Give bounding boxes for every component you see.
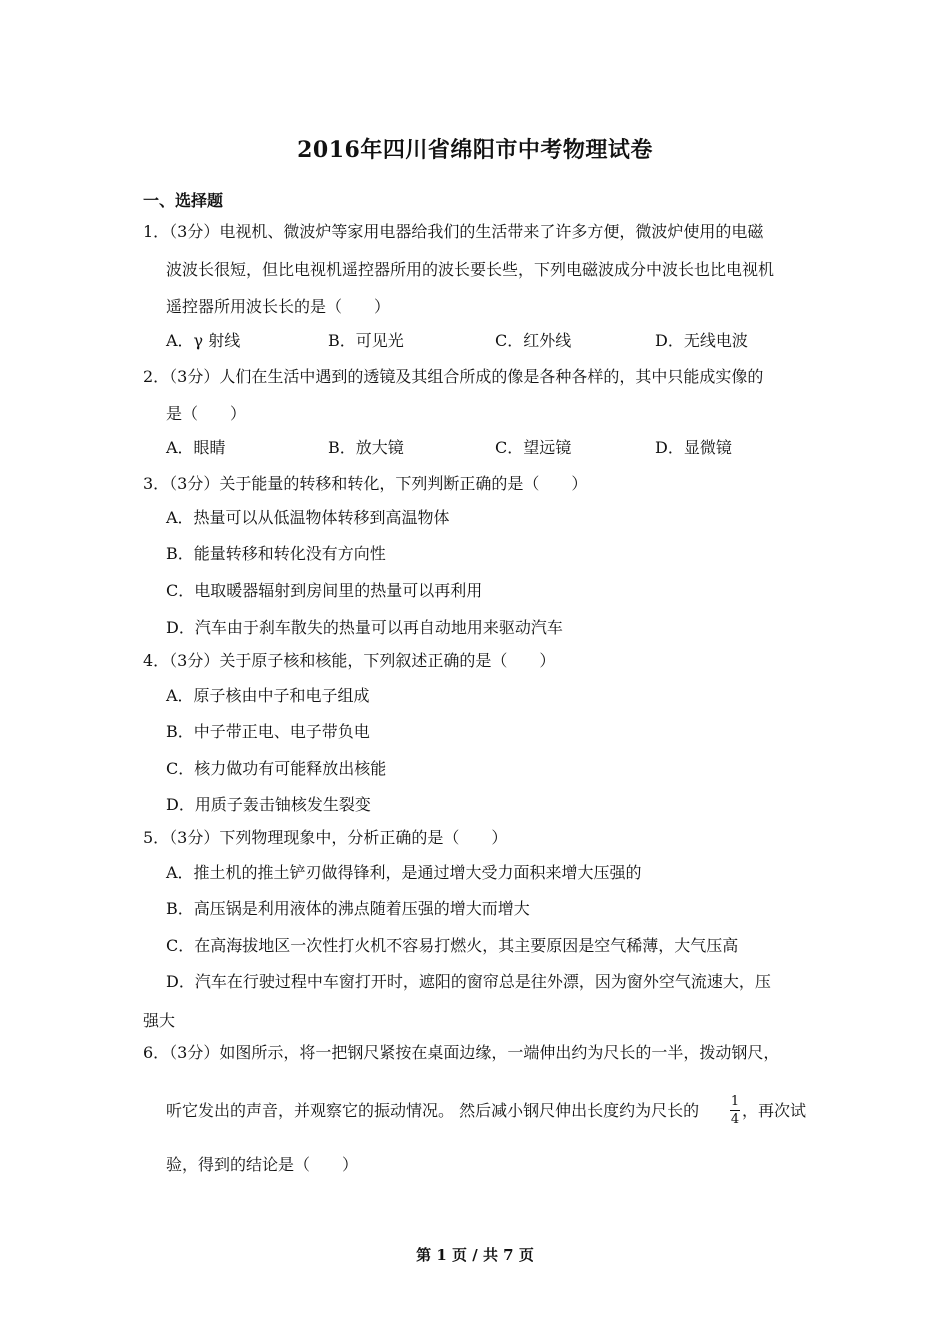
q4-option-c: C．核力做功有可能释放出核能 — [166, 759, 387, 778]
q4-stem: 4．（3分）关于原子核和核能，下列叙述正确的是（ ） — [143, 651, 556, 670]
page-footer: 第 1 页 / 共 7 页 — [416, 1246, 534, 1264]
q5-option-d-line1: D．汽车在行驶过程中车窗打开时，遮阳的窗帘总是往外漂，因为窗外空气流速大，压 — [166, 972, 771, 991]
fraction-numerator: 1 — [730, 1094, 740, 1109]
q6-stem-line2b: ，再次试 — [742, 1101, 807, 1120]
q1-stem-line1: 1．（3分）电视机、微波炉等家用电器给我们的生活带来了许多方便，微波炉使用的电磁 — [143, 222, 764, 241]
q4-option-d: D．用质子轰击铀核发生裂变 — [166, 795, 371, 814]
q3-stem: 3．（3分）关于能量的转移和转化，下列判断正确的是（ ） — [143, 474, 588, 493]
q4-option-a: A．原子核由中子和电子组成 — [166, 686, 370, 705]
q4-option-b: B．中子带正电、电子带负电 — [166, 722, 370, 741]
q1-stem-line3: 遥控器所用波长长的是（ ） — [166, 297, 391, 316]
q2-option-a: A．眼睛 — [166, 438, 226, 457]
q2-option-d: D．显微镜 — [655, 438, 732, 457]
page-title: 2016年四川省绵阳市中考物理试卷 — [297, 137, 653, 163]
q5-option-b: B．高压锅是利用液体的沸点随着压强的增大而增大 — [166, 899, 530, 918]
fraction-bar — [730, 1110, 740, 1111]
q2-stem-line2: 是（ ） — [166, 404, 247, 423]
q1-stem-line2: 波波长很短，但比电视机遥控器所用的波长要长些，下列电磁波成分中波长也比电视机 — [166, 260, 775, 279]
q2-stem-line1: 2．（3分）人们在生活中遇到的透镜及其组合所成的像是各种各样的，其中只能成实像的 — [143, 367, 764, 386]
q6-stem-line3: 验，得到的结论是（ ） — [166, 1155, 359, 1174]
q1-option-a: A．γ 射线 — [166, 331, 241, 350]
q5-option-c: C．在高海拔地区一次性打火机不容易打燃火，其主要原因是空气稀薄，大气压高 — [166, 936, 739, 955]
q1-option-b: B．可见光 — [328, 331, 404, 350]
q1-option-d: D．无线电波 — [655, 331, 748, 350]
q3-option-b: B．能量转移和转化没有方向性 — [166, 544, 386, 563]
q6-stem-line1: 6．（3分）如图所示，将一把钢尺紧按在桌面边缘，一端伸出约为尺长的一半，拨动钢尺， — [143, 1043, 780, 1062]
q3-option-a: A．热量可以从低温物体转移到高温物体 — [166, 508, 450, 527]
q1-option-c: C．红外线 — [495, 331, 572, 350]
q3-option-c: C．电取暖器辐射到房间里的热量可以再利用 — [166, 581, 483, 600]
q5-option-a: A．推土机的推土铲刃做得锋利，是通过增大受力面积来增大压强的 — [166, 863, 642, 882]
fraction-denominator: 4 — [730, 1112, 740, 1127]
section-heading: 一、选择题 — [143, 191, 224, 210]
q2-option-b: B．放大镜 — [328, 438, 404, 457]
q5-stem: 5．（3分）下列物理现象中，分析正确的是（ ） — [143, 828, 508, 847]
q5-option-d-line2: 强大 — [143, 1011, 176, 1030]
q3-option-d: D．汽车由于刹车散失的热量可以再自动地用来驱动汽车 — [166, 618, 563, 637]
q2-option-c: C．望远镜 — [495, 438, 572, 457]
q6-stem-line2a: 听它发出的声音，并观察它的振动情况。 然后减小钢尺伸出长度约为尺长的 — [166, 1101, 700, 1120]
